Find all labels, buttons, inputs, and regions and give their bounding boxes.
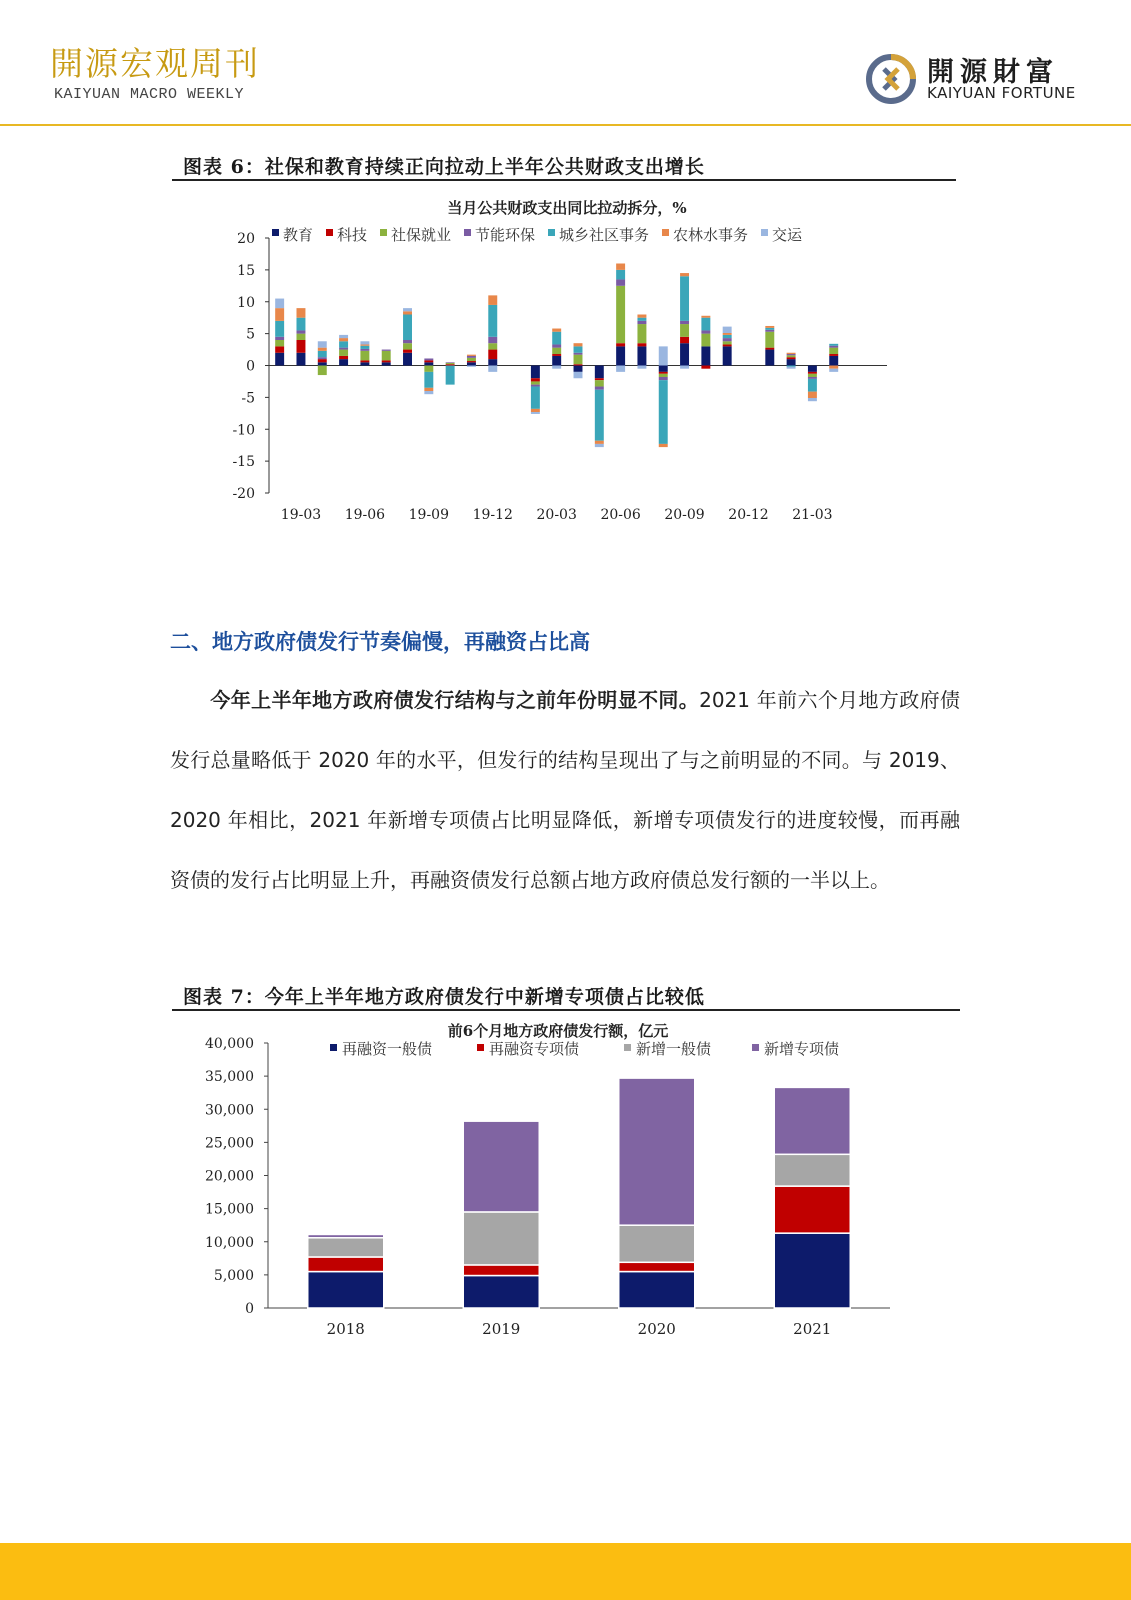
- bar-segment: [467, 356, 476, 358]
- bar-segment: [574, 353, 583, 355]
- y-tick-label-3: 25,000: [205, 1135, 254, 1152]
- bar-segment: [382, 350, 391, 351]
- bar-segment: [318, 341, 327, 347]
- bar-segment: [701, 334, 710, 347]
- bar-segment: [619, 1272, 695, 1308]
- bar-segment: [765, 348, 774, 350]
- legend-swatch-3: [464, 229, 471, 236]
- header-divider: [0, 124, 1131, 126]
- bar-segment: [765, 330, 774, 332]
- x-tick-label-0: 19-03: [280, 507, 322, 523]
- x-tick-label-4: 20-03: [536, 507, 577, 523]
- bar-segment: [552, 332, 561, 345]
- x-tick-label-7: 20-12: [728, 507, 769, 523]
- bar-segment: [360, 360, 369, 362]
- bar-segment: [552, 344, 561, 347]
- bar-segment: [488, 337, 497, 343]
- bar-segment: [275, 299, 284, 309]
- bar-segment: [659, 346, 668, 365]
- bar-segment: [467, 366, 476, 367]
- bar-segment: [616, 270, 625, 280]
- x-tick-label-1: 2019: [482, 1320, 521, 1338]
- bar-segment: [446, 364, 455, 365]
- y-tick-label-5: -5: [241, 390, 255, 407]
- bar-segment: [595, 366, 604, 379]
- bar-segment: [488, 343, 497, 349]
- bar-segment: [680, 273, 689, 276]
- bar-segment: [616, 343, 625, 346]
- bar-segment: [531, 378, 540, 381]
- bar-segment: [308, 1238, 384, 1257]
- logo-text-cn: 開源財富: [927, 57, 1059, 88]
- bar-segment: [659, 377, 668, 380]
- bar-segment: [680, 276, 689, 321]
- y-tick-label-0: 20: [237, 231, 255, 247]
- bar-segment: [808, 366, 817, 372]
- paragraph-body: 2021 年前六个月地方政府债发行总量略低于 2020 年的水平，但发行的结构呈现出了与之前明显的不同。与 2019、2020 年相比，2021 年新增专项债占比明显降低，新增专项债发行的进度较慢，而再融资债的发行占比明显上升，再融资债发行总额占地方政府债总发行额的一半以上。: [170, 688, 961, 892]
- bar-segment: [488, 295, 497, 305]
- bar-segment: [616, 286, 625, 343]
- bar-segment: [659, 380, 668, 444]
- bar-segment: [701, 316, 710, 318]
- bar-segment: [774, 1233, 850, 1308]
- bar-segment: [619, 1078, 695, 1225]
- bar-segment: [488, 366, 497, 372]
- legend-label-3: 节能环保: [475, 226, 536, 244]
- bar-segment: [723, 335, 732, 338]
- bar-segment: [637, 324, 646, 343]
- legend-label-3: 新增专项债: [764, 1040, 840, 1058]
- y-tick-label-8: -20: [232, 486, 255, 502]
- bar-segment: [829, 356, 838, 366]
- section-heading: 二、地方政府债发行节奏偏慢，再融资占比高: [170, 630, 590, 654]
- legend-label-1: 科技: [337, 226, 368, 244]
- bar-segment: [531, 412, 540, 414]
- legend-label-5: 农林水事务: [673, 226, 749, 244]
- x-tick-label-1: 19-06: [344, 507, 386, 523]
- bar-segment: [275, 340, 284, 346]
- figure-6-title: 图表 6：社保和教育持续正向拉动上半年公共财政支出增长: [183, 156, 705, 178]
- y-tick-label-7: 5,000: [213, 1267, 254, 1284]
- bar-segment: [296, 330, 305, 333]
- bar-segment: [574, 372, 583, 378]
- bar-segment: [275, 321, 284, 337]
- bar-segment: [424, 358, 433, 360]
- legend-label-0: 再融资一般债: [342, 1040, 433, 1058]
- bar-segment: [360, 341, 369, 344]
- bar-segment: [318, 348, 327, 351]
- bar-segment: [382, 351, 391, 361]
- logo-text-en: KAIYUAN FORTUNE: [927, 84, 1076, 102]
- bar-segment: [637, 366, 646, 369]
- bar-segment: [488, 350, 497, 360]
- bar-segment: [774, 1154, 850, 1186]
- bar-segment: [403, 315, 412, 341]
- bar-segment: [339, 359, 348, 365]
- y-tick-label-0: 40,000: [205, 1036, 254, 1052]
- bar-segment: [787, 366, 796, 367]
- legend-label-1: 再融资专项债: [489, 1040, 580, 1058]
- bar-segment: [787, 354, 796, 355]
- bar-segment: [774, 1087, 850, 1154]
- bar-segment: [787, 353, 796, 354]
- legend-swatch-5: [662, 229, 669, 236]
- bar-segment: [619, 1262, 695, 1271]
- legend-swatch-0: [272, 229, 279, 236]
- bar-segment: [275, 346, 284, 352]
- y-tick-label-6: 10,000: [205, 1234, 254, 1251]
- x-tick-label-5: 20-06: [600, 507, 641, 523]
- bar-segment: [446, 362, 455, 363]
- y-tick-label-2: 10: [237, 294, 255, 311]
- bar-segment: [616, 366, 625, 372]
- bar-segment: [531, 366, 540, 379]
- bar-segment: [552, 356, 561, 366]
- bar-segment: [574, 366, 583, 372]
- bar-segment: [403, 350, 412, 353]
- y-tick-label-5: 15,000: [205, 1201, 254, 1218]
- bar-segment: [595, 378, 604, 380]
- legend-swatch-0: [330, 1044, 337, 1051]
- bar-segment: [829, 344, 838, 346]
- section-paragraph: [170, 670, 960, 910]
- bar-segment: [637, 321, 646, 324]
- y-tick-label-7: -15: [232, 454, 255, 471]
- bar-segment: [424, 362, 433, 365]
- bar-segment: [774, 1186, 850, 1233]
- legend-swatch-6: [761, 229, 768, 236]
- bar-segment: [403, 311, 412, 314]
- bar-segment: [787, 355, 796, 357]
- bar-segment: [318, 359, 327, 362]
- chart-title: 当月公共财政支出同比拉动拆分，%: [447, 199, 687, 217]
- y-tick-label-1: 15: [237, 262, 255, 279]
- footer-bar: [0, 1543, 1131, 1600]
- bar-segment: [403, 343, 412, 349]
- bar-segment: [488, 305, 497, 337]
- legend-label-0: 教育: [283, 226, 314, 244]
- bar-segment: [701, 318, 710, 331]
- bar-segment: [339, 350, 348, 356]
- x-tick-label-0: 2018: [326, 1320, 365, 1338]
- bar-segment: [467, 358, 476, 361]
- x-tick-label-3: 2021: [793, 1320, 832, 1338]
- bar-segment: [446, 363, 455, 364]
- bar-segment: [339, 338, 348, 341]
- bar-segment: [339, 356, 348, 359]
- brand-subtitle: KAIYUAN MACRO WEEKLY: [54, 86, 245, 103]
- legend-swatch-2: [624, 1044, 631, 1051]
- bar-segment: [574, 343, 583, 346]
- bar-segment: [424, 391, 433, 394]
- bar-segment: [531, 409, 540, 412]
- kaiyuan-logo-icon: [864, 52, 918, 106]
- x-tick-label-2: 19-09: [408, 507, 450, 523]
- x-tick-label-2: 2020: [637, 1320, 676, 1338]
- bar-segment: [296, 308, 305, 318]
- bar-segment: [637, 315, 646, 318]
- bar-segment: [595, 380, 604, 386]
- figure-7-chart: [172, 1015, 962, 1375]
- bar-segment: [787, 367, 796, 369]
- bar-segment: [463, 1265, 539, 1276]
- bar-segment: [808, 392, 817, 398]
- bar-segment: [723, 333, 732, 335]
- x-tick-label-6: 20-09: [664, 507, 705, 523]
- bar-segment: [637, 346, 646, 365]
- legend-swatch-3: [752, 1044, 759, 1051]
- bar-segment: [296, 340, 305, 353]
- y-tick-label-3: 5: [246, 326, 255, 343]
- bar-segment: [616, 279, 625, 285]
- legend-swatch-1: [326, 229, 333, 236]
- x-tick-label-3: 19-12: [472, 507, 513, 523]
- bar-segment: [680, 324, 689, 337]
- bar-segment: [595, 444, 604, 447]
- figure-6-rule: [172, 179, 956, 181]
- bar-segment: [296, 318, 305, 331]
- bar-segment: [659, 444, 668, 447]
- bar-segment: [808, 379, 817, 392]
- bar-segment: [339, 335, 348, 338]
- bar-segment: [463, 1276, 539, 1308]
- bar-segment: [318, 357, 327, 359]
- bar-segment: [787, 359, 796, 365]
- bar-segment: [360, 349, 369, 351]
- bar-segment: [723, 346, 732, 365]
- bar-segment: [403, 340, 412, 343]
- bar-segment: [765, 328, 774, 330]
- bar-segment: [701, 346, 710, 365]
- legend-swatch-4: [548, 229, 555, 236]
- bar-segment: [360, 346, 369, 349]
- bar-segment: [403, 353, 412, 366]
- bar-segment: [467, 355, 476, 356]
- bar-segment: [808, 372, 817, 374]
- bar-segment: [829, 348, 838, 354]
- bar-segment: [275, 308, 284, 321]
- bar-segment: [360, 362, 369, 365]
- bar-segment: [296, 334, 305, 340]
- y-tick-label-2: 30,000: [205, 1102, 254, 1119]
- bar-segment: [637, 318, 646, 321]
- bar-segment: [574, 355, 583, 365]
- bar-segment: [424, 388, 433, 391]
- bar-segment: [680, 321, 689, 324]
- bar-segment: [680, 366, 689, 369]
- bar-segment: [659, 372, 668, 374]
- bar-segment: [552, 366, 561, 369]
- bar-segment: [595, 390, 604, 441]
- x-tick-label-8: 21-03: [792, 507, 833, 523]
- bar-segment: [765, 332, 774, 348]
- bar-segment: [829, 346, 838, 348]
- bar-segment: [318, 351, 327, 357]
- bar-segment: [829, 354, 838, 356]
- y-tick-label-6: -10: [232, 422, 255, 439]
- bar-segment: [765, 326, 774, 328]
- brand-title: 開源宏观周刊: [50, 44, 260, 83]
- bar-segment: [463, 1212, 539, 1265]
- paragraph-lead: 今年上半年地方政府债发行结构与之前年份明显不同。: [210, 688, 700, 712]
- bar-segment: [382, 360, 391, 362]
- legend-label-2: 新增一般债: [636, 1040, 712, 1058]
- bar-segment: [723, 341, 732, 344]
- bar-segment: [808, 398, 817, 401]
- bar-segment: [619, 1225, 695, 1262]
- bar-segment: [829, 369, 838, 372]
- bar-segment: [467, 362, 476, 365]
- figure-7-title: 图表 7：今年上半年地方政府债发行中新增专项债占比较低: [183, 986, 705, 1008]
- y-tick-label-4: 0: [246, 358, 255, 375]
- bar-segment: [318, 362, 327, 365]
- bar-segment: [637, 343, 646, 346]
- bar-segment: [723, 344, 732, 346]
- bar-segment: [463, 1121, 539, 1212]
- bar-segment: [318, 366, 327, 376]
- bar-segment: [574, 364, 583, 365]
- legend-swatch-1: [477, 1044, 484, 1051]
- bar-segment: [467, 361, 476, 362]
- bar-segment: [424, 366, 433, 372]
- figure-6-chart: [172, 185, 962, 545]
- page-header: [0, 0, 1131, 126]
- bar-segment: [808, 374, 817, 377]
- bar-segment: [296, 353, 305, 366]
- bar-segment: [723, 338, 732, 341]
- bar-segment: [680, 337, 689, 343]
- bar-segment: [275, 353, 284, 366]
- y-tick-label-8: 0: [245, 1301, 254, 1317]
- bar-segment: [382, 362, 391, 365]
- legend-swatch-2: [380, 229, 387, 236]
- bar-segment: [701, 366, 710, 369]
- bar-segment: [659, 374, 668, 377]
- bar-segment: [360, 351, 369, 361]
- bar-segment: [424, 360, 433, 362]
- bar-segment: [339, 348, 348, 350]
- bar-segment: [680, 343, 689, 365]
- bar-segment: [531, 387, 540, 409]
- legend-label-2: 社保就业: [391, 226, 452, 244]
- bar-segment: [339, 341, 348, 347]
- bar-segment: [446, 366, 455, 385]
- bar-segment: [275, 337, 284, 340]
- bar-segment: [616, 264, 625, 270]
- bar-segment: [574, 346, 583, 352]
- bar-segment: [787, 357, 796, 359]
- legend-label-6: 交运: [772, 226, 803, 244]
- legend-label-4: 城乡社区事务: [559, 226, 650, 244]
- bar-segment: [552, 348, 561, 354]
- bar-segment: [701, 330, 710, 333]
- bar-segment: [552, 354, 561, 356]
- bar-segment: [308, 1257, 384, 1272]
- bar-segment: [531, 381, 540, 384]
- bar-segment: [595, 441, 604, 444]
- bar-segment: [552, 329, 561, 332]
- y-tick-label-4: 20,000: [205, 1168, 254, 1185]
- bar-segment: [723, 327, 732, 333]
- bar-segment: [360, 344, 369, 345]
- figure-7-rule: [172, 1009, 960, 1011]
- bar-segment: [765, 350, 774, 366]
- y-tick-label-1: 35,000: [205, 1069, 254, 1086]
- bar-segment: [595, 387, 604, 390]
- chart-title: 前6个月地方政府债发行额，亿元: [447, 1022, 669, 1040]
- bar-segment: [424, 372, 433, 388]
- bar-segment: [531, 385, 540, 387]
- bar-segment: [403, 308, 412, 311]
- bar-segment: [808, 377, 817, 379]
- bar-segment: [616, 346, 625, 365]
- bar-segment: [308, 1234, 384, 1237]
- bar-segment: [829, 366, 838, 369]
- bar-segment: [308, 1272, 384, 1308]
- bar-segment: [659, 366, 668, 372]
- bar-segment: [488, 359, 497, 365]
